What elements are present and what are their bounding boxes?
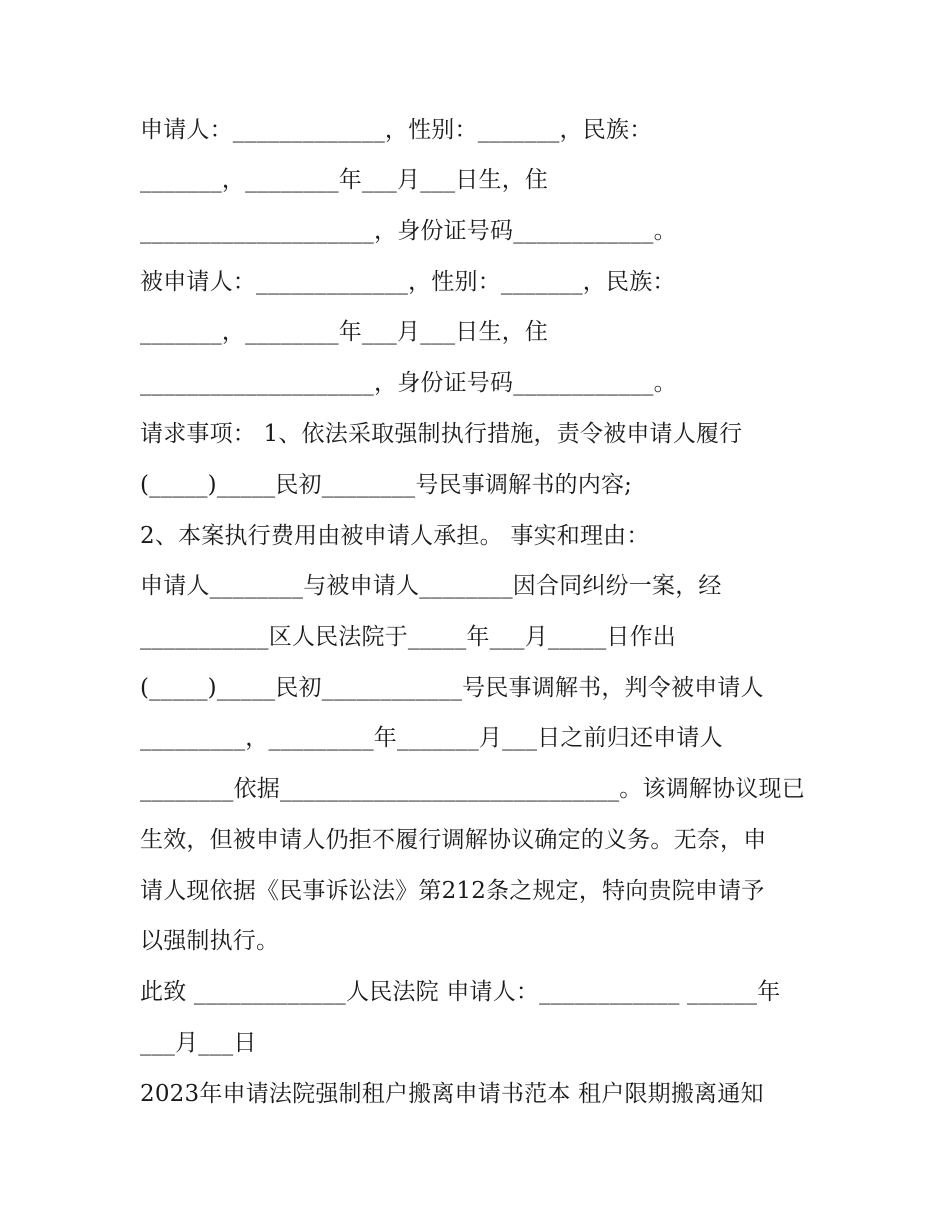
- facts-line-8: 以强制执行。: [140, 928, 280, 954]
- applicant-birth-line: _______，________年___月___日生，住: [140, 167, 549, 193]
- facts-line-5: ________依据_____________________________。该调解协议现已: [140, 776, 805, 802]
- facts-line-7: 请人现依据《民事诉讼法》第212条之规定，特向贵院申请予: [140, 878, 765, 904]
- request-item-1-line: 请求事项： 1、依法采取强制执行措施，责令被申请人履行: [140, 421, 743, 447]
- next-document-title: 2023年申请法院强制租户搬离申请书范本 租户限期搬离通知: [140, 1081, 764, 1107]
- facts-line-3: (_____)_____民初____________号民事调解书，判令被申请人: [140, 675, 764, 701]
- respondent-birth-line: _______，________年___月___日生，住: [140, 319, 549, 345]
- respondent-address-id-line: ____________________，身份证号码____________。: [140, 370, 677, 396]
- facts-line-6: 生效，但被申请人仍拒不履行调解协议确定的义务。无奈，申: [140, 827, 767, 853]
- facts-line-4: _________，_________年_______月___日之前归还申请人: [140, 725, 723, 751]
- applicant-name-line: 申请人：_____________，性别：_______，民族：: [140, 117, 653, 143]
- applicant-address-id-line: ____________________，身份证号码____________。: [140, 218, 677, 244]
- request-item-2-line: 2、本案执行费用由被申请人承担。 事实和理由：: [140, 523, 650, 549]
- closing-line: 此致 _____________人民法院 申请人：____________ ______年: [140, 979, 781, 1005]
- facts-line-1: 申请人________与被申请人________因合同纠纷一案，经: [140, 573, 722, 599]
- respondent-name-line: 被申请人：_____________，性别：_______，民族：: [140, 269, 676, 295]
- mediation-document-line: (_____)_____民初________号民事调解书的内容;: [140, 472, 633, 498]
- facts-line-2: ___________区人民法院于_____年___月_____日作出: [140, 624, 676, 650]
- date-line: ___月___日: [140, 1030, 257, 1056]
